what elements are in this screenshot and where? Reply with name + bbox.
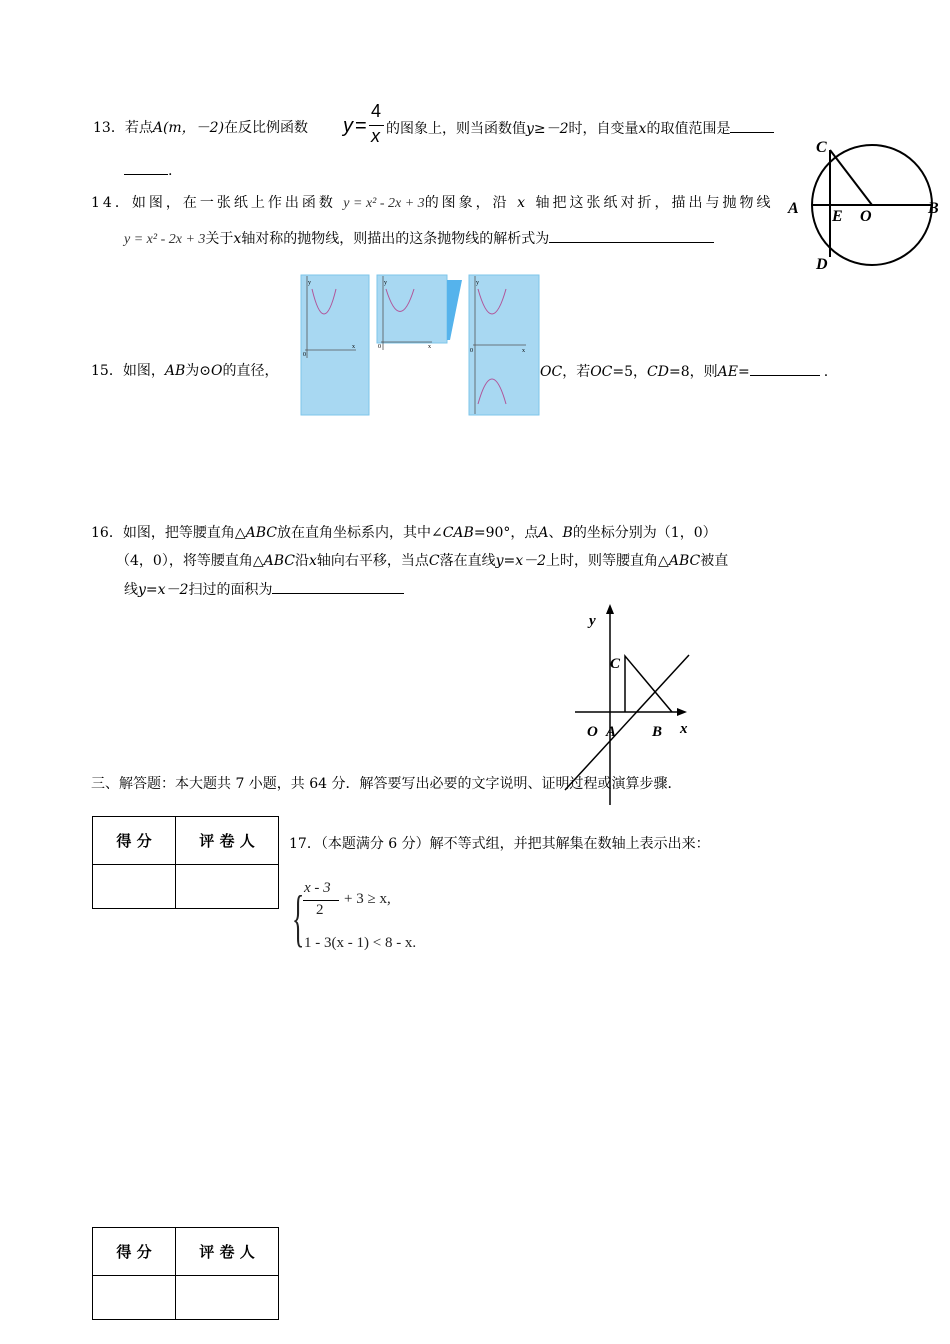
q14-line2 [124,228,714,250]
grader-cell[interactable] [176,1276,279,1320]
q16-line2 [116,551,728,571]
q13-var: x [638,121,647,137]
ineq2: 1 - 3(x - 1) < 8 - x. [304,935,417,951]
brace-icon: { [292,882,305,953]
q16-text: 的坐标分别为（1，0） [572,525,717,541]
ineq1-numerator: x - 3 [304,880,331,896]
q15-line [91,361,278,381]
q15-text: 为⊙ [185,363,211,379]
q14-text: 关于 [205,231,234,247]
q16-line1 [91,523,717,543]
fold-panel-3 [469,275,539,415]
q16-a: A [538,525,549,541]
q16-text: 沿 [294,553,309,569]
q13-answer-blank[interactable] [730,118,774,133]
q15-cd: CD [647,364,669,380]
q15-text: =5， [612,364,648,380]
q16-text: （4，0），将等腰直角△ [116,553,264,569]
q17-title: 17．（本题满分 6 分）解不等式组，并把其解集在数轴上表示出来： [289,836,710,852]
q14-text: 的图象，沿 [424,195,510,211]
q16-b: B [562,525,573,541]
q15-ae: AE [717,364,738,380]
score-header: 得 分 [93,1228,176,1276]
score-cell[interactable] [93,865,176,909]
q13-number: 13． [93,120,125,136]
q16-line-eq: y=x－2 [138,582,189,598]
q16-text: 落在直线 [439,553,496,569]
score-table-2 [92,1227,279,1320]
q13-point: A(m，－2) [152,120,225,136]
q16-text: 线 [124,582,138,598]
q15-ab: AB [164,363,186,379]
q13-text: 的图象上，则当函数值 [386,121,526,137]
score-table-1 [92,816,279,909]
fold-axis-y: y [476,280,479,286]
coord-label-x: x [680,721,688,737]
q16-c: C [428,553,440,569]
q16-x: x [308,553,317,569]
q13-text: 在反比例函数 [224,120,309,136]
q16-text: 放在直角坐标系内，其中∠ [276,525,443,541]
q13-end: . [168,163,173,179]
grader-header: 评 卷 人 [176,1228,279,1276]
q16-abc: ABC [668,553,701,569]
q16-cab: CAB [442,525,474,541]
fold-panel-2 [377,275,462,350]
q13-frac-den: x [371,126,380,146]
coord-label-o: O [587,724,598,740]
q14-line1 [91,193,774,214]
grader-header: 评 卷 人 [176,817,279,865]
circle-figure [786,135,946,275]
ineq1-frac-bar [303,900,339,901]
q14-function: y = x² - 2x + 3 [343,196,425,211]
q13-text: 时，自变量 [568,121,639,137]
section3-heading: 三、解答题：本大题共 7 小题，共 64 分．解答要写出必要的文字说明、证明过程或演算步骤． [91,776,682,792]
q13-text: 若点 [124,120,153,136]
q13-frac-num: 4 [371,101,382,121]
circle-label-o: O [860,208,872,225]
q16-answer-blank[interactable] [272,579,404,594]
q15-number: 15． [91,363,123,379]
coord-label-b: B [652,724,663,740]
q15-text: 的直径， [222,363,279,379]
q15-line-tail [540,361,828,382]
q14-text: 轴把这张纸对折，描出与抛物线 [535,195,774,211]
q16-line3 [124,579,404,600]
q16-abc: ABC [245,525,277,541]
q16-text: 轴向右平移，当点 [316,553,429,569]
q13-cont [386,118,774,139]
coord-label-y: y [589,613,596,629]
q15-text: ，若 [562,364,591,380]
q15-text: =8，则 [668,364,718,380]
fold-panel-1 [301,275,369,415]
q14-answer-blank[interactable] [549,228,714,243]
q16-text: 上时，则等腰直角△ [546,553,669,569]
fold-axis-x: x [352,344,355,350]
q16-text: 如图，把等腰直角△ [122,525,246,541]
q14-axis: x [233,231,242,247]
q13-function [343,101,388,149]
q15-text: 如图， [122,363,165,379]
q14-text: 轴对称的抛物线，则描出的这条抛物线的解析式为 [241,231,550,247]
coord-label-c: C [610,656,621,672]
q13-func-y: y [343,115,353,137]
q16-line-eq: y=x－2 [495,553,547,569]
fold-axis-y: y [384,280,387,286]
grader-cell[interactable] [176,865,279,909]
fold-origin: 0 [303,352,306,358]
q15-o: O [210,363,223,379]
fold-axis-y: y [308,280,311,286]
circle-label-b: B [928,200,939,217]
q16-text: 被直 [700,553,729,569]
score-cell[interactable] [93,1276,176,1320]
q15-text: = [737,364,750,380]
q16-text: =90°，点 [473,525,539,541]
q13-line2 [124,160,172,181]
fold-origin: 0 [378,344,381,350]
q15-answer-blank[interactable] [750,361,820,376]
circle-label-a: A [788,200,799,217]
q14-axis: x [517,195,529,211]
coord-label-a: A [606,724,617,740]
q15-oc: OC [540,364,563,380]
parabola-fold-figure [300,274,542,416]
q16-text: 扫过的面积为 [188,582,273,598]
q14-function: y = x² - 2x + 3 [124,232,206,247]
ineq1-denominator: 2 [316,902,324,918]
q13 [93,118,308,138]
q16-text: 、 [548,525,563,541]
circle-label-d: D [816,256,828,273]
q15-end: . [823,364,829,380]
q13-cond: y≥－2 [526,121,569,137]
circle-label-c: C [816,139,827,156]
fold-axis-x: x [428,344,431,350]
q16-number: 16． [91,525,123,541]
q13-answer-blank-2[interactable] [124,160,168,175]
circle-label-e: E [832,208,843,225]
fold-axis-x: x [522,348,525,354]
score-header: 得 分 [93,817,176,865]
q13-text: 的取值范围是 [646,121,731,137]
q15-oc: OC [590,364,613,380]
q17-inequality-system [292,880,472,960]
q14-number: 14． [91,195,132,211]
q13-func-eq: = [355,115,367,137]
fold-origin: 0 [470,348,473,354]
q16-abc: ABC [263,553,295,569]
q14-text: 如图，在一张纸上作出函数 [131,195,336,211]
ineq1-rest: + 3 ≥ x, [344,891,391,907]
